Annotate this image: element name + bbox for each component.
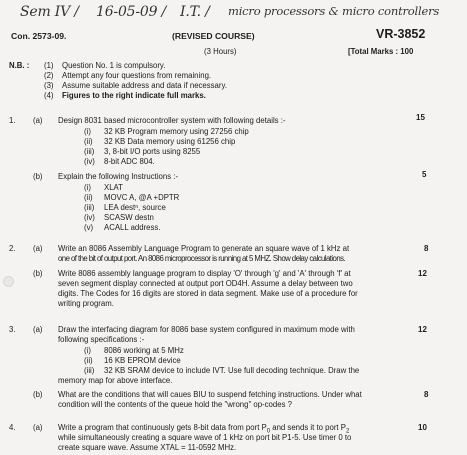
q1b-iv-num: (iv): [84, 213, 95, 222]
q2-number: 2.: [9, 244, 16, 253]
q1a-iv-text: 8-bit ADC 804.: [104, 157, 155, 166]
paper-code: Con. 2573-09.: [11, 31, 67, 41]
q3a-marks: 12: [418, 325, 427, 334]
q4a-port-subscript-2: 2: [345, 428, 350, 435]
q1b-text: Explain the following Instructions :-: [58, 172, 179, 181]
q3b-label: (b): [33, 390, 43, 399]
q1-number: 1.: [9, 116, 16, 125]
binding-hole: [3, 276, 14, 287]
q1a-i-text: 32 KB Program memory using 27256 chip: [104, 127, 249, 136]
course-label: (REVISED COURSE): [172, 31, 255, 41]
q2b-line-1: Write 8086 assembly language program to display 'O' through 'g' and 'A' through 'f' at: [58, 269, 351, 278]
q1a-ii-text: 32 KB Data memory using 61256 chip: [104, 137, 236, 146]
q1b-i-num: (i): [84, 183, 91, 192]
q1a-iii-text: 3, 8-bit I/O ports using 8255: [104, 147, 201, 156]
nb-item-2: Attempt any four questions from remaining.: [62, 71, 212, 80]
q2b-line-2: seven segment display connected at output port OD4H. Assume a delay between two: [58, 279, 353, 288]
q1a-iii-num: (iii): [84, 147, 95, 156]
q1a-text: Design 8031 based microcontroller system with following details :-: [58, 116, 286, 125]
q1b-marks: 5: [422, 170, 427, 179]
q3-number: 3.: [9, 325, 16, 334]
q3b-line-2: condition will the contents of the queue hold the "wrong" op-codes ?: [58, 400, 292, 409]
duration: (3 Hours): [204, 47, 237, 56]
q3a-ii-num: (ii): [84, 356, 93, 365]
q2a-line-1: Write an 8086 Assembly Language Program to generate an square wave of 1 kHz at: [58, 244, 350, 253]
q2b-line-4: writing program.: [58, 299, 114, 308]
q1b-iii-num: (iii): [84, 203, 95, 212]
q1b-v-text: ACALL address.: [104, 223, 161, 232]
q2b-marks: 12: [418, 269, 427, 278]
q2a-label: (a): [33, 244, 43, 253]
q3a-line-1: Draw the interfacing diagram for 8086 base system configured in maximum mode with: [58, 325, 355, 334]
q2a-marks: 8: [424, 244, 429, 253]
q3a-i-num: (i): [84, 346, 91, 355]
q4a-line-1-mid: and sends it to port P: [270, 423, 346, 432]
q4-number: 4.: [9, 423, 16, 432]
nb-num-1: (1): [44, 61, 54, 70]
q3a-line-2: following specifications :-: [58, 335, 145, 344]
nb-label: N.B. :: [9, 61, 30, 70]
q3a-iii-text: 32 KB SRAM device to include IVT. Use full decoding technique. Draw the: [104, 366, 360, 375]
q1a-marks: 15: [416, 113, 425, 122]
handwritten-subject: micro processors & micro controllers: [228, 4, 440, 18]
q1a-iv-num: (iv): [84, 157, 95, 166]
handwritten-sem: Sem IV /: [20, 4, 79, 20]
q3a-ii-text: 16 KB EPROM device: [104, 356, 181, 365]
handwritten-branch: I.T. /: [180, 4, 210, 20]
q1b-iii-text: LEA destⁿ, source: [104, 203, 166, 212]
q1b-ii-num: (ii): [84, 193, 93, 202]
q1a-i-num: (i): [84, 127, 91, 136]
q1b-label: (b): [33, 172, 43, 181]
nb-num-3: (3): [44, 81, 54, 90]
q1a-ii-num: (ii): [84, 137, 93, 146]
q1b-iv-text: SCASW destn: [104, 213, 154, 222]
question-paper-code: VR-3852: [376, 27, 426, 41]
q3a-tail: memory map for above interface.: [58, 376, 173, 385]
q4a-line-1-pre: Write a program that continuously gets 8-bit data from port P: [58, 423, 267, 432]
q3b-marks: 8: [424, 390, 429, 399]
q1b-i-text: XLAT: [104, 183, 123, 192]
q1b-ii-text: MOVC A, @A +DPTR: [104, 193, 180, 202]
q1a-label: (a): [33, 116, 43, 125]
q4a-label: (a): [33, 423, 43, 432]
nb-item-3: Assume suitable address and data if necessary.: [62, 81, 227, 90]
total-marks: [Total Marks : 100: [348, 47, 414, 56]
q2b-line-3: digits. The Codes for 16 digits are stored in data segment. Make use of a procedure for: [58, 289, 358, 298]
q4a-line-2: while simultaneously creating a square wave of 1 kHz on port bit P1-5. Use timer 0 to: [58, 433, 352, 442]
nb-item-1: Question No. 1 is compulsory.: [62, 61, 166, 70]
q2a-line-2: one of the bit of output port. An 8086 microprocessor is running at 5 MHZ. Show delay calculations.: [58, 254, 346, 263]
q3a-iii-num: (iii): [84, 366, 95, 375]
q3b-line-1: What are the conditions that will caues BIU to suspend fetching instructions. Under what: [58, 390, 362, 399]
nb-item-4: Figures to the right indicate full marks.: [62, 91, 206, 100]
q4a-marks: 10: [418, 423, 427, 432]
q4a-line-3: create square wave. Assume XTAL = 11-0592 MHz.: [58, 443, 237, 452]
q1b-v-num: (v): [84, 223, 94, 232]
q4a-port-subscript-0: 0: [266, 428, 271, 435]
q2b-label: (b): [33, 269, 43, 278]
nb-num-4: (4): [44, 91, 54, 100]
q3a-label: (a): [33, 325, 43, 334]
handwritten-date: 16-05-09 /: [96, 4, 167, 20]
nb-num-2: (2): [44, 71, 54, 80]
q3a-i-text: 8086 working at 5 MHz: [104, 346, 184, 355]
